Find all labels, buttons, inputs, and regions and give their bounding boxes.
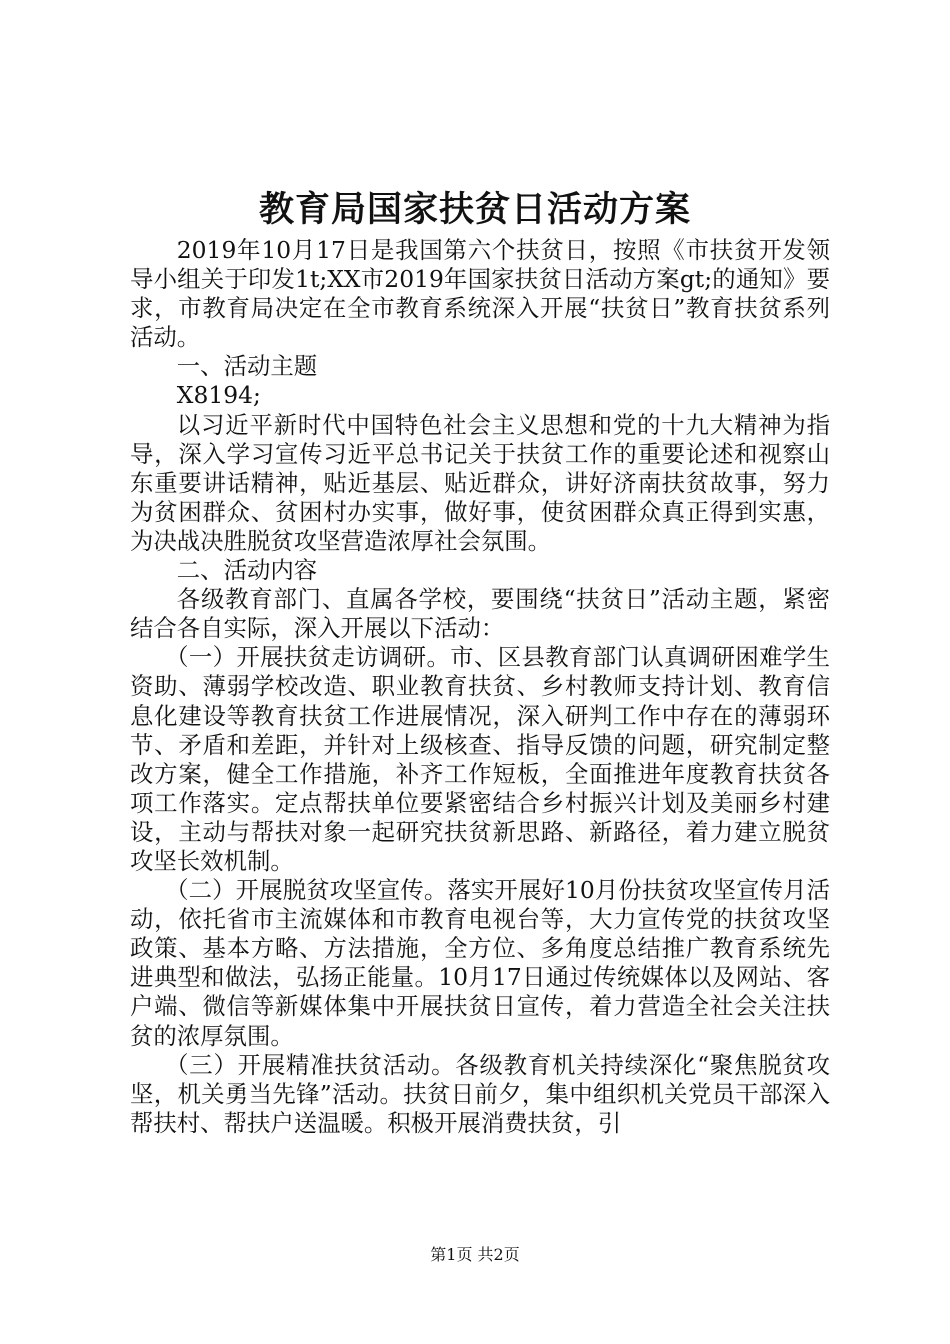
paragraph: 各级教育部门、直属各学校，要围绕“扶贫日”活动主题，紧密结合各自实际，深入开展以下活动：: [130, 585, 830, 643]
paragraph: X8194;: [176, 381, 261, 410]
paragraph: （三）开展精准扶贫活动。各级教育机关持续深化“聚焦脱贫攻坚，机关勇当先锋”活动。扶贫日前夕，集中组织机关党员干部深入帮扶村、帮扶户送温暖。积极开展消费扶贫，引: [130, 1050, 830, 1137]
paragraph: 以习近平新时代中国特色社会主义思想和党的十九大精神为指导，深入学习宣传习近平总书记关于扶贫工作的重要论述和视察山东重要讲话精神，贴近基层、贴近群众，讲好济南扶贫故事，努力为贫困群众、贫困村办实事，做好事，使贫困群众真正得到实惠，为决战决胜脱贫攻坚营造浓厚社会氛围。: [130, 410, 830, 555]
section-heading: 二、活动内容: [176, 556, 318, 585]
paragraph: （一）开展扶贫走访调研。市、区县教育部门认真调研困难学生资助、薄弱学校改造、职业教育扶贫、乡村教师支持计划、教育信息化建设等教育扶贫工作进展情况，深入研判工作中存在的薄弱环节、矛盾和差距，并针对上级核查、指导反馈的问题，研究制定整改方案，健全工作措施，补齐工作短板，全面推进年度教育扶贫各项工作落实。定点帮扶单位要紧密结合乡村振兴计划及美丽乡村建设，主动与帮扶对象一起研究扶贫新思路、新路径，着力建立脱贫攻坚长效机制。: [130, 643, 830, 875]
page-footer: 第1页 共2页: [430, 1245, 520, 1264]
intro-paragraph: 2019年10月17日是我国第六个扶贫日，按照《市扶贫开发领导小组关于印发1t;XX市2019年国家扶贫日活动方案gt;的通知》要求，市教育局决定在全市教育系统深入开展“扶贫日”教育扶贫系列活动。: [130, 236, 830, 352]
section-heading: 一、活动主题: [176, 352, 318, 381]
document-body: [130, 236, 830, 1138]
paragraph: （二）开展脱贫攻坚宣传。落实开展好10月份扶贫攻坚宣传月活动，依托省市主流媒体和市教育电视台等，大力宣传党的扶贫攻坚政策、基本方略、方法措施，全方位、多角度总结推广教育系统先进典型和做法，弘扬正能量。10月17日通过传统媒体以及网站、客户端、微信等新媒体集中开展扶贫日宣传，着力营造全社会关注扶贫的浓厚氛围。: [130, 876, 830, 1050]
document-title: 教育局国家扶贫日活动方案: [258, 189, 691, 230]
